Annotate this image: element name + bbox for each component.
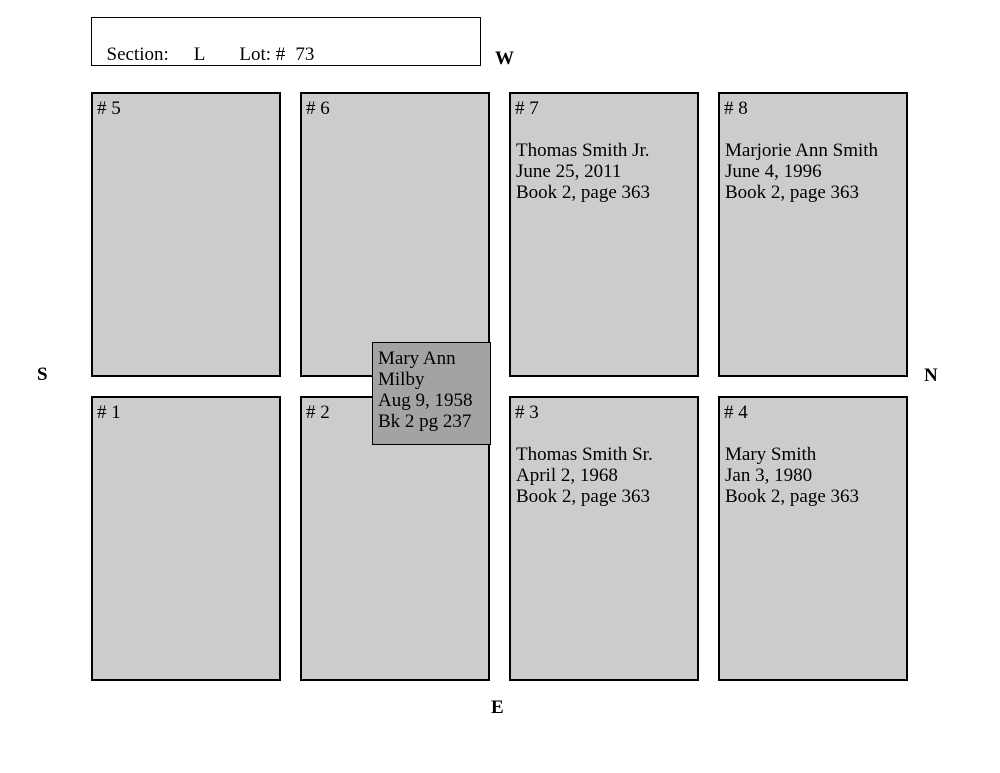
- overlay-record: Bk 2 pg 237: [378, 411, 472, 432]
- overlay-name-line1: Mary Ann: [378, 348, 456, 369]
- burial-info: [516, 444, 653, 507]
- burial-info: [516, 140, 650, 203]
- burial-info: [725, 444, 859, 507]
- burial-record: Book 2, page 363: [516, 182, 651, 203]
- burial-overlay-box: [372, 342, 491, 445]
- plot-number: # 2: [306, 402, 330, 423]
- section-lot-header: [91, 17, 481, 66]
- burial-record: Book 2, page 363: [516, 486, 651, 507]
- plot-5: [91, 92, 281, 377]
- overlay-name-line2: Milby: [378, 369, 425, 390]
- plot-4: [718, 396, 908, 681]
- burial-record: Book 2, page 363: [725, 182, 860, 203]
- burial-name: Mary Smith: [725, 444, 817, 465]
- burial-date: June 25, 2011: [516, 161, 622, 182]
- plot-number: # 8: [724, 98, 748, 119]
- section-value: L: [193, 44, 206, 65]
- compass-west: W: [495, 48, 514, 69]
- plot-8: [718, 92, 908, 377]
- plot-7: [509, 92, 699, 377]
- plot-number: # 7: [515, 98, 539, 119]
- compass-south: S: [37, 364, 48, 385]
- plot-number: # 3: [515, 402, 539, 423]
- burial-record: Book 2, page 363: [725, 486, 860, 507]
- plot-3: [509, 396, 699, 681]
- plot-6: [300, 92, 490, 377]
- burial-date: April 2, 1968: [516, 465, 618, 486]
- burial-name: Thomas Smith Sr.: [516, 444, 653, 465]
- lot-value: 73: [295, 44, 315, 65]
- plot-number: # 1: [97, 402, 121, 423]
- burial-date: June 4, 1996: [725, 161, 822, 182]
- burial-name: Thomas Smith Jr.: [516, 140, 650, 161]
- overlay-date: Aug 9, 1958: [378, 390, 473, 411]
- compass-north: N: [924, 365, 938, 386]
- plot-number: # 6: [306, 98, 330, 119]
- plot-number: # 4: [724, 402, 748, 423]
- burial-date: Jan 3, 1980: [725, 465, 813, 486]
- section-label: Section:: [106, 44, 169, 65]
- lot-label: Lot: #: [239, 44, 286, 65]
- burial-info: [725, 140, 878, 203]
- plot-1: [91, 396, 281, 681]
- burial-name: Marjorie Ann Smith: [725, 140, 879, 161]
- plot-number: # 5: [97, 98, 121, 119]
- compass-east: E: [491, 697, 504, 718]
